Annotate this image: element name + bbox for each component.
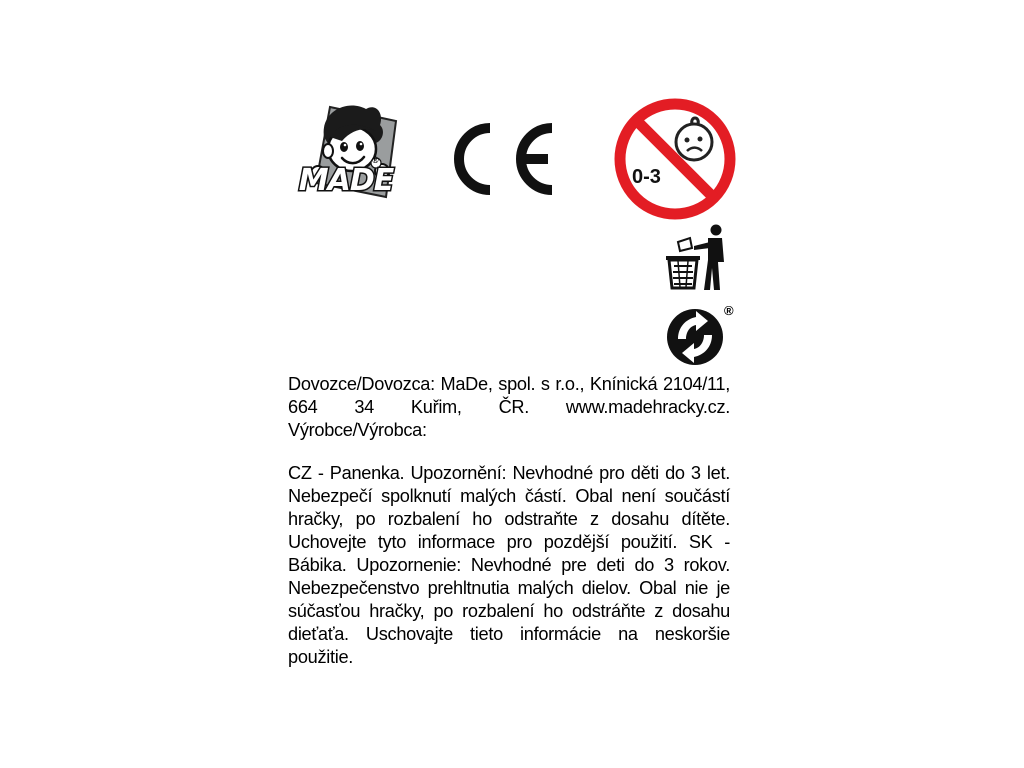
importer-info: Dovozce/Dovozca: MaDe, spol. s r.o., Knínická 2104/11, 664 34 Kuřim, ČR. www.madehracky.cz. Výrobce/Výrobca: [288,374,730,440]
made-logo-text: MADE [298,163,394,198]
tidyman-icon [664,224,730,290]
made-logo [296,97,404,207]
prohibition-sign [612,96,738,222]
age-label: 0-3 [632,166,661,188]
made-registered-mark: ® [372,155,379,165]
ce-mark-icon [440,120,558,198]
green-dot-symbol [664,303,730,369]
ce-mark [440,120,558,198]
green-dot-registered-mark: ® [724,303,734,318]
green-dot-recycling-icon [664,303,744,369]
safety-warning: CZ - Panenka. Upozornění: Nevhodné pro děti do 3 let. Nebezpečí spolknutí malých částí. Obal není součástí hračky, po rozbalení ho odstraňte z dosahu dítěte. Uchovejte tyto informace pro pozdější použití. SK - Bábika. Upozornenie: Nevhodné pre deti do 3 rokov. Nebezpečenstvo prehltnutia malých dielov. Obal nie je súčasťou hračky, po rozbalení ho odstráňte z dosahu dieťaťa. Uschovajte tieto informácie na neskoršie použitie. [288,463,730,667]
trash-disposal-icon [664,224,730,290]
no-children-0-3-icon [612,96,738,222]
